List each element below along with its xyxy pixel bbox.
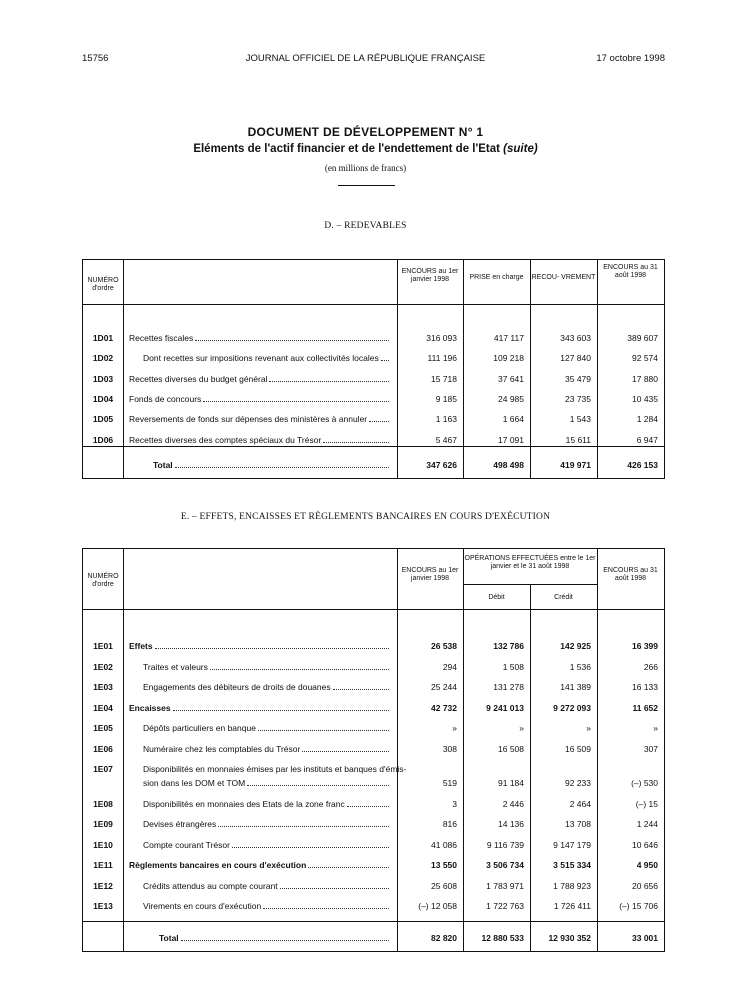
row-label: Règlements bancaires en cours d'exécution [129,860,389,870]
row-value-v1: 294 [442,661,457,672]
row-value-v1: (–) 12 058 [418,901,457,911]
header-operations: OPÉRATIONS EFFECTUÉES entre le 1er janvier et le 31 août 1998 [464,555,596,570]
header-encours-janvier: ENCOURS au 1er janvier 1998 [401,567,459,582]
row-code: 1E01 [93,641,113,651]
row-value-v4: 10 646 [632,839,658,850]
row-value-v4: » [653,723,658,733]
row-value-v4: 307 [643,743,658,754]
row-value-v2: 417 117 [493,333,524,343]
row-label: Reversements de fonds sur dépenses des ministères à annuler [129,414,389,424]
row-value-v4: 17 880 [632,373,658,384]
row-value-v1: 3 [452,798,457,809]
title-rule [338,185,395,186]
row-value-v2: 9 116 739 [486,839,524,850]
row-value-v1: 816 [442,819,457,829]
row-label: Devises étrangères [143,819,389,829]
row-value-v1: 519 [442,778,457,788]
row-label: Numéraire chez les comptables du Trésor [143,744,389,754]
row-label: Disponibilités en monnaies émises par les instituts et banques d'émis- [143,764,407,774]
row-code: 1D02 [92,353,114,364]
table-d-total-label: Total [153,460,389,470]
row-value-v1: 25 608 [431,880,457,891]
row-value-v3: 1 788 923 [553,880,591,891]
row-value-v1: 9 185 [435,393,457,404]
row-label: Recettes fiscales [129,333,389,343]
table-e-total-credit: 12 930 352 [548,933,591,943]
row-code: 1E10 [93,839,113,850]
row-value-v4: 1 284 [636,414,658,425]
header-encours-janvier: ENCOURS au 1er janvier 1998 [401,268,459,283]
table-d-total-recouvrement: 419 971 [560,460,591,470]
row-code: 1E07 [93,764,113,774]
row-label: Recettes diverses des comptes spéciaux du Trésor [129,435,389,445]
row-label: Engagements des débiteurs de droits de douanes [143,682,389,692]
row-value-v3: 127 840 [560,353,591,364]
row-value-v4: 20 656 [632,880,658,891]
row-value-v2: 2 446 [502,798,524,809]
row-code: 1E09 [93,819,113,829]
row-value-v3: 23 735 [565,393,591,404]
row-value-v2: 16 508 [498,743,524,754]
row-label: Dépôts particuliers en banque [143,723,389,733]
row-value-v1: 15 718 [431,373,457,384]
row-value-v2: 91 184 [498,778,524,788]
document-subtitle [0,143,731,155]
row-value-v4: 11 652 [632,702,658,713]
row-code: 1E12 [93,880,113,891]
page-number: 15756 [82,53,109,64]
header-debit: Débit [488,594,505,601]
row-value-v3: 1 536 [569,661,591,672]
table-redevables [82,259,665,479]
header-encours-aout: ENCOURS au 31 août 1998 [603,567,658,582]
row-value-v4: 10 435 [632,393,658,404]
row-label: Encaisses [129,703,389,713]
row-value-v2: 109 218 [493,353,524,364]
row-code: 1D04 [92,393,114,404]
row-value-v2: 1 508 [502,661,524,672]
row-value-v1: » [452,723,457,733]
table-d-total-encours-janvier: 347 626 [426,460,457,470]
row-label: Crédits attendus au compte courant [143,881,389,891]
row-value-v4: 92 574 [632,353,658,364]
row-code: 1E02 [93,661,113,672]
row-value-v3: 2 464 [569,798,591,809]
row-value-v4: 1 244 [636,819,658,829]
row-value-v2: 37 641 [498,373,524,384]
row-code: 1E06 [93,743,113,754]
table-e-total-encours-janvier: 82 820 [431,933,457,943]
table-e-total-debit: 12 880 533 [481,933,524,943]
row-value-v3: 35 479 [565,373,591,384]
row-value-v2: 3 506 734 [486,860,524,870]
row-value-v1: 42 732 [431,702,457,713]
subtitle-suite: (suite) [503,143,538,155]
row-label: Traites et valeurs [143,662,389,672]
row-value-v4: 6 947 [636,434,658,445]
row-value-v1: 5 467 [435,434,457,445]
row-value-v4: 389 607 [627,333,658,343]
row-code: 1D05 [92,414,114,425]
row-value-v3: 9 272 093 [553,702,591,713]
row-value-v3: 3 515 334 [553,860,591,870]
row-value-v4: 4 950 [636,860,658,870]
row-value-v2: 1 664 [502,414,524,425]
row-value-v1: 316 093 [426,333,457,343]
row-value-v3: 343 603 [560,333,591,343]
row-code: 1D06 [92,434,114,445]
row-value-v3: 1 726 411 [553,901,591,911]
row-label: Compte courant Trésor [143,840,389,850]
row-value-v4: 16 399 [632,641,658,651]
row-label: Dont recettes sur impositions revenant aux collectivités locales [143,353,389,363]
table-e-total-encours-aout: 33 001 [632,933,658,943]
row-value-v1: 41 086 [431,839,457,850]
row-value-v2: 1 783 971 [486,880,524,891]
row-label-continued: sion dans les DOM et TOM [143,778,389,788]
row-label: Effets [129,641,389,651]
row-value-v4: (–) 15 [635,798,658,809]
document-title: DOCUMENT DE DÉVELOPPEMENT N° 1 [247,125,484,139]
row-value-v2: 24 985 [498,393,524,404]
row-value-v3: » [586,723,591,733]
row-value-v2: » [519,723,524,733]
row-value-v3: 142 925 [560,641,591,651]
table-d-total-prise: 498 498 [493,460,524,470]
section-e-title: E. – EFFETS, ENCAISSES ET RÈGLEMENTS BANCAIRES EN COURS D'EXÉCUTION [180,512,551,522]
table-effets-encaisses [82,548,665,952]
header-recouvrement: RECOU- VREMENT [531,274,596,281]
row-code: 1E04 [93,702,113,713]
row-code: 1D03 [92,373,114,384]
row-label: Disponibilités en monnaies des Etats de la zone franc [143,799,389,809]
row-value-v3: 16 509 [565,743,591,754]
row-value-v1: 111 196 [427,353,457,364]
row-value-v1: 308 [442,743,457,754]
header-numero: NUMÉRO d'ordre [87,573,119,588]
units-note: (en millions de francs) [324,163,407,173]
header-prise-en-charge: PRISE en charge [469,274,524,281]
publication-date: 17 octobre 1998 [596,53,665,64]
header-numero: NUMÉRO d'ordre [87,277,119,292]
row-label: Fonds de concours [129,394,389,404]
journal-title: JOURNAL OFFICIEL DE LA RÉPUBLIQUE FRANÇAISE [245,53,486,64]
row-value-v2: 17 091 [498,434,524,445]
row-value-v3: 15 611 [565,434,591,445]
table-d-total-encours-aout: 426 153 [627,460,658,470]
table-e-total-label: Total [159,933,389,943]
row-value-v3: 141 389 [560,682,591,692]
row-label: Virements en cours d'exécution [143,901,389,911]
row-value-v4: 16 133 [632,682,658,692]
row-value-v1: 13 550 [431,860,457,870]
row-value-v1: 1 163 [435,414,457,425]
header-encours-aout: ENCOURS au 31 août 1998 [603,264,658,279]
row-code: 1E05 [93,723,113,733]
header-credit: Crédit [554,594,573,601]
row-code: 1E11 [93,860,113,870]
row-value-v3: 1 543 [569,414,591,425]
row-value-v1: 25 244 [431,682,457,692]
row-value-v3: 9 147 179 [553,839,591,850]
section-d-title: D. – REDEVABLES [324,221,407,231]
subtitle-main: Eléments de l'actif financier et de l'endettement de l'Etat [193,143,500,155]
row-value-v4: (–) 530 [631,778,658,788]
row-code: 1D01 [92,333,114,343]
row-value-v4: (–) 15 706 [619,901,658,911]
row-value-v2: 9 241 013 [486,702,524,713]
row-value-v4: 266 [643,661,658,672]
row-value-v2: 1 722 763 [486,901,524,911]
row-value-v3: 92 233 [565,778,591,788]
row-code: 1E03 [93,682,113,692]
row-value-v2: 131 278 [493,682,524,692]
row-code: 1E13 [93,901,113,911]
row-code: 1E08 [93,798,113,809]
row-value-v2: 14 136 [498,819,524,829]
row-value-v2: 132 786 [493,641,524,651]
row-label: Recettes diverses du budget général [129,374,389,384]
row-value-v1: 26 538 [431,641,457,651]
row-value-v3: 13 708 [565,819,591,829]
